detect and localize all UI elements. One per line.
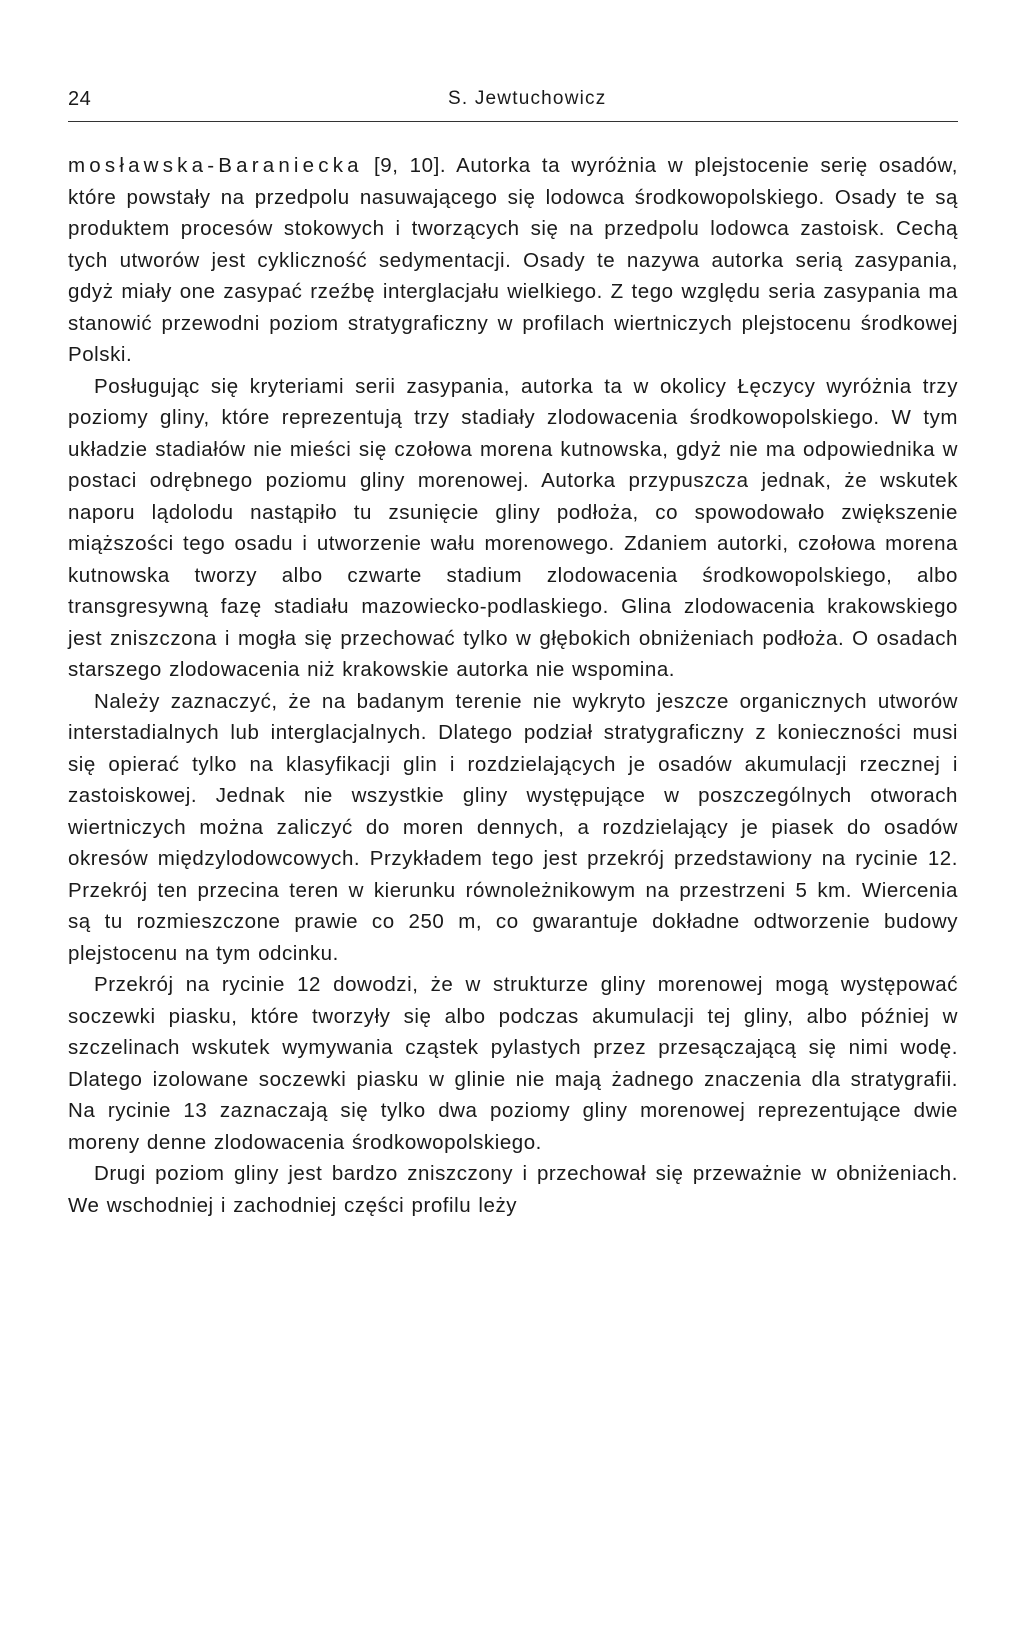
- paragraph-4: Przekrój na rycinie 12 dowodzi, że w strukturze gliny morenowej mogą występować soczewki piasku, które tworzyły się albo podczas akumulacji tej gliny, albo później w szczelinach wskutek wymywania cząstek pylastych przez przesączającą się nimi wodę. Dlatego izolowane soczewki piasku w glinie nie mają żadnego znaczenia dla stratygrafii. Na rycinie 13 zaznaczają się tylko dwa poziomy gliny morenowej reprezentujące dwie moreny denne zlodowacenia środkowopolskiego.: [68, 973, 958, 1154]
- header-rule: [68, 121, 958, 122]
- paragraph-3: Należy zaznaczyć, że na badanym terenie nie wykryto jeszcze organicznych utworów interstadialnych lub interglacjalnych. Dlatego podział stratygraficzny z konieczności musi się opierać tylko na klasyfikacji glin i rozdzielających je osadów akumulacji rzecznej i zastoiskowej. Jednak nie wszystkie gliny występujące w poszczególnych otworach wiertniczych można zaliczyć do moren dennych, a rozdzielający je piasek do osadów okresów międzylodowcowych. Przykładem tego jest przekrój przedstawiony na rycinie 12. Przekrój ten przecina teren w kierunku równoleżnikowym na przestrzeni 5 km. Wiercenia są tu rozmieszczone prawie co 250 m, co gwarantuje dokładne odtworzenie budowy plejstocenu na tym odcinku.: [68, 689, 958, 965]
- running-head: S. Jewtuchowicz: [448, 88, 607, 109]
- paragraph-5: Drugi poziom gliny jest bardzo zniszczony i przechował się przeważnie w obniżeniach. We wschodniej i zachodniej części profilu leży: [68, 1162, 958, 1217]
- page-number: 24: [68, 88, 92, 110]
- cited-author: mosławska-Baraniecka: [68, 154, 363, 177]
- body-text: [68, 150, 958, 1221]
- paragraph-1-text: [9, 10]. Autorka ta wyróżnia w plejstocenie serię osadów, które powstały na przedpolu nasuwającego się lodowca środkowopolskiego. Osady te są produktem procesów stokowych i tworzących się na przedpolu lodowca zastoisk. Cechą tych utworów jest cykliczność sedymentacji. Osady te nazywa autorka serią zasypania, gdyż miały one zasypać rzeźbę interglacjału wielkiego. Z tego względu seria zasypania ma stanowić przewodni poziom stratygraficzny w profilach wiertniczych plejstocenu środkowej Polski.: [68, 154, 958, 366]
- paragraph-2: Posługując się kryteriami serii zasypania, autorka ta w okolicy Łęczycy wyróżnia trzy poziomy gliny, które reprezentują trzy stadiały zlodowacenia środkowopolskiego. W tym układzie stadiałów nie mieści się czołowa morena kutnowska, gdyż nie ma odpowiednika w postaci odrębnego poziomu gliny morenowej. Autorka przypuszcza jednak, że wskutek naporu lądolodu nastąpiło tu zsunięcie gliny podłoża, co spowodowało zwiększenie miąższości tego osadu i utworzenie wału morenowego. Zdaniem autorki, czołowa morena kutnowska tworzy albo czwarte stadium zlodowacenia środkowopolskiego, albo transgresywną fazę stadiału mazowiecko-podlaskiego. Glina zlodowacenia krakowskiego jest zniszczona i mogła się przechować tylko w głębokich obniżeniach podłoża. O osadach starszego zlodowacenia niż krakowskie autorka nie wspomina.: [68, 374, 958, 681]
- page-header: [68, 88, 958, 122]
- paragraph-1: [68, 150, 958, 371]
